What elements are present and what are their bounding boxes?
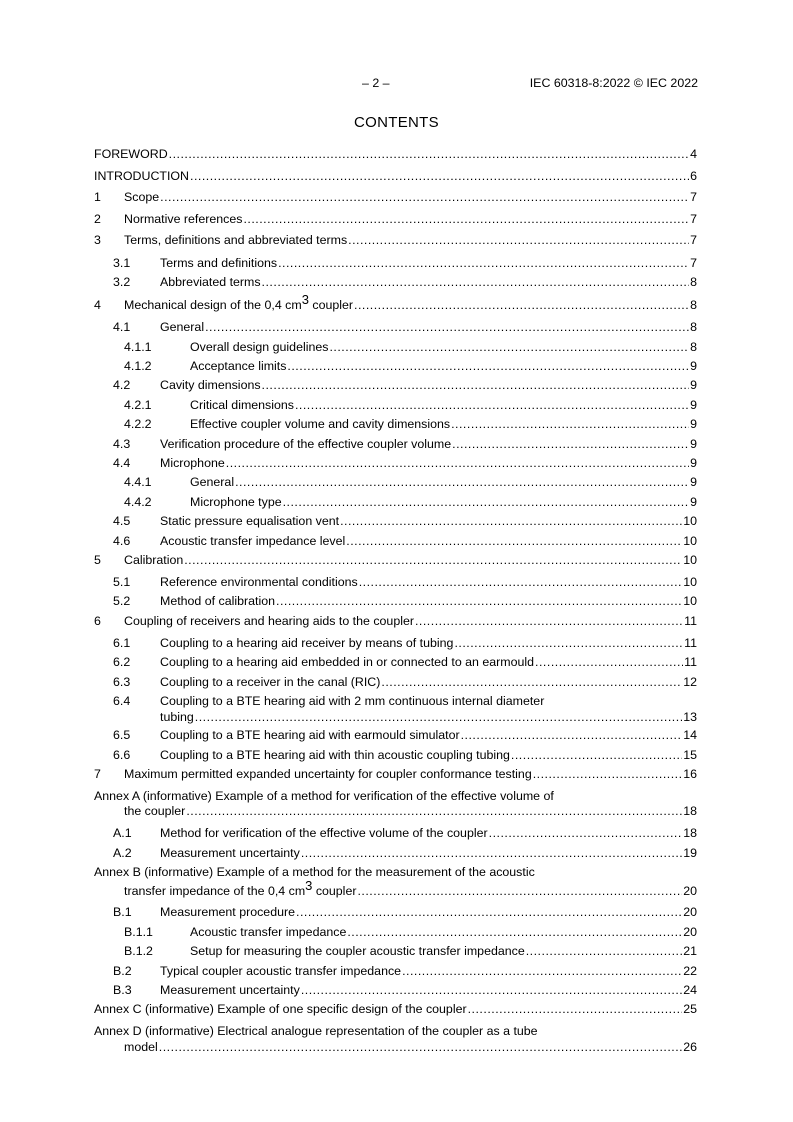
toc-entry-title-first-line: Coupling to a BTE hearing aid with 2 mm continuous internal diameter <box>160 694 545 708</box>
leader-dots <box>184 552 682 568</box>
leader-dots <box>533 766 682 782</box>
toc-entry-title: Typical coupler acoustic transfer impedance <box>160 964 402 978</box>
toc-entry-4-3[interactable] <box>0 436 793 452</box>
leader-dots <box>340 513 682 529</box>
toc-entry-number: 2 <box>94 212 101 226</box>
toc-entry-title: Verification procedure of the effective coupler volume <box>160 437 452 451</box>
toc-entry-number: 4.4 <box>113 456 131 470</box>
toc-entry-title: Annex C (informative) Example of one specific design of the coupler <box>94 1002 467 1016</box>
toc-entry-title: the coupler <box>124 804 186 818</box>
toc-entry-annex-a-continued[interactable] <box>0 803 793 819</box>
toc-page-number: 18 <box>683 826 697 840</box>
toc-entry-number: 4.1 <box>113 320 131 334</box>
toc-entry-number: 4.5 <box>113 514 131 528</box>
toc-entry-number: 3 <box>94 233 101 247</box>
toc-entry-title-first-line: Annex A (informative) Example of a method for verification of the effective volume of <box>94 789 554 803</box>
page-number: – 2 – <box>362 76 390 90</box>
toc-entry-number: 3.2 <box>113 275 131 289</box>
toc-page-number: 21 <box>683 944 697 958</box>
toc-entry-number: 5.2 <box>113 594 131 608</box>
toc-entry-title: Maximum permitted expanded uncertainty for coupler conformance testing <box>124 767 532 781</box>
toc-entry-annex-b[interactable] <box>0 864 793 880</box>
toc-entry-title: Coupling to a receiver in the canal (RIC) <box>160 675 381 689</box>
toc-entry-6-5[interactable] <box>0 727 793 743</box>
toc-entry-title: Microphone <box>160 456 225 470</box>
toc-page-number: 7 <box>690 256 697 270</box>
toc-entry-4-4[interactable] <box>0 455 793 471</box>
leader-dots <box>296 904 682 920</box>
toc-entry-3-1[interactable] <box>0 255 793 271</box>
toc-entry-number: A.2 <box>113 846 132 860</box>
toc-page-number: 4 <box>690 147 697 161</box>
toc-page-number: 20 <box>683 905 697 919</box>
toc-entry-title-first-line: Annex B (informative) Example of a method for the measurement of the acoustic <box>94 865 535 879</box>
toc-page-number: 14 <box>683 728 697 742</box>
toc-entry-annex-c[interactable] <box>0 1001 793 1017</box>
toc-entry-4-2-2[interactable] <box>0 416 793 432</box>
toc-entry-title: INTRODUCTION <box>94 169 189 183</box>
toc-page-number: 16 <box>683 767 697 781</box>
toc-entry-6-6[interactable] <box>0 747 793 763</box>
leader-dots <box>347 924 682 940</box>
toc-page-number: 9 <box>690 359 697 373</box>
toc-entry-title: Coupling to a BTE hearing aid with earmould simulator <box>160 728 460 742</box>
toc-entry-number: 4.6 <box>113 534 131 548</box>
toc-entry-title: Effective coupler volume and cavity dimensions <box>190 417 451 431</box>
toc-entry-4-5[interactable] <box>0 513 793 529</box>
toc-page-number: 9 <box>690 495 697 509</box>
leader-dots <box>301 845 682 861</box>
toc-entry-1[interactable] <box>0 189 793 205</box>
leader-dots <box>535 654 683 670</box>
leader-dots <box>415 613 683 629</box>
toc-entry-5[interactable] <box>0 552 793 568</box>
leader-dots <box>283 494 689 510</box>
toc-entry-annex-d-continued[interactable] <box>0 1039 793 1055</box>
toc-page-number: 8 <box>690 275 697 289</box>
toc-entry-b-1-2[interactable] <box>0 943 793 959</box>
toc-entry-title: model <box>124 1040 158 1054</box>
toc-entry-title: Terms and definitions <box>160 256 278 270</box>
toc-entry-7[interactable] <box>0 766 793 782</box>
toc-entry-4-4-1[interactable] <box>0 474 793 490</box>
leader-dots <box>468 1001 683 1017</box>
toc-entry-title: Mechanical design of the 0,4 $cm^3$ coupler <box>124 292 354 312</box>
toc-entry-number: B.1.2 <box>124 944 153 958</box>
toc-entry-title: Setup for measuring the coupler acoustic transfer impedance <box>190 944 525 958</box>
toc-entry-title: Acoustic transfer impedance level <box>160 534 346 548</box>
leader-dots <box>169 146 689 162</box>
toc-entry-title: Scope <box>124 190 160 204</box>
toc-entry-b-2[interactable] <box>0 963 793 979</box>
toc-entry-title: transfer impedance of the 0,4 $cm^3$ coupler <box>124 878 357 898</box>
toc-page-number: 10 <box>683 553 697 567</box>
leader-dots <box>205 319 689 335</box>
leader-dots <box>160 189 689 205</box>
toc-entry-number: 5.1 <box>113 575 131 589</box>
toc-entry-number: B.1 <box>113 905 132 919</box>
leader-dots <box>301 982 682 998</box>
toc-entry-5-2[interactable] <box>0 593 793 609</box>
toc-entry-number: 4 <box>94 298 101 312</box>
toc-entry-number: B.2 <box>113 964 132 978</box>
toc-entry-6-4-continued[interactable] <box>0 709 793 725</box>
toc-entry-number: A.1 <box>113 826 132 840</box>
leader-dots <box>526 943 682 959</box>
leader-dots <box>461 727 683 743</box>
toc-page-number: 9 <box>690 417 697 431</box>
toc-entry-number: 4.4.2 <box>124 495 152 509</box>
toc-entry-a-1[interactable] <box>0 825 793 841</box>
toc-entry-6-2[interactable] <box>0 654 793 670</box>
toc-entry-title: Coupling of receivers and hearing aids to the coupler <box>124 614 414 628</box>
toc-entry-introduction[interactable] <box>0 168 793 184</box>
toc-entry-title: Measurement procedure <box>160 905 295 919</box>
toc-entry-annex-b-continued[interactable] <box>0 878 793 899</box>
toc-entry-title: General <box>190 475 235 489</box>
toc-entry-number: 4.2.1 <box>124 398 152 412</box>
toc-page-number: 12 <box>683 675 697 689</box>
toc-entry-number: 1 <box>94 190 101 204</box>
toc-page-number: 24 <box>683 983 697 997</box>
toc-page-number: 8 <box>690 320 697 334</box>
leader-dots <box>452 436 689 452</box>
toc-entry-title: Overall design guidelines <box>190 340 329 354</box>
toc-entry-title: tubing <box>160 710 194 724</box>
toc-entry-number: 6.4 <box>113 694 131 708</box>
leader-dots <box>359 574 683 590</box>
toc-entry-4-6[interactable] <box>0 533 793 549</box>
leader-dots <box>489 825 683 841</box>
leader-dots <box>402 963 682 979</box>
toc-entry-title: Coupling to a hearing aid receiver by means of tubing <box>160 636 454 650</box>
toc-entry-number: B.1.1 <box>124 925 153 939</box>
toc-page-number: 22 <box>683 964 697 978</box>
leader-dots <box>262 377 690 393</box>
toc-entry-number: 6.1 <box>113 636 131 650</box>
leader-dots <box>190 168 689 184</box>
toc-entry-6-4[interactable] <box>0 693 793 709</box>
leader-dots <box>226 455 689 471</box>
leader-dots <box>348 232 689 248</box>
toc-entry-4-1-2[interactable] <box>0 358 793 374</box>
toc-entry-number: 6.6 <box>113 748 131 762</box>
leader-dots <box>451 416 689 432</box>
toc-entry-title: Cavity dimensions <box>160 378 261 392</box>
leader-dots <box>346 533 682 549</box>
toc-entry-b-3[interactable] <box>0 982 793 998</box>
leader-dots <box>354 297 689 313</box>
page-title: CONTENTS <box>354 114 439 131</box>
toc-entry-2[interactable] <box>0 211 793 227</box>
toc-entry-4-2[interactable] <box>0 377 793 393</box>
leader-dots <box>262 274 690 290</box>
toc-entry-title: Measurement uncertainty <box>160 846 300 860</box>
toc-page-number: 20 <box>683 925 697 939</box>
toc-page-number: 9 <box>690 378 697 392</box>
toc-entry-title: Method for verification of the effective volume of the coupler <box>160 826 488 840</box>
toc-entry-number: 6 <box>94 614 101 628</box>
toc-entry-4-1[interactable] <box>0 319 793 335</box>
toc-entry-title: Acoustic transfer impedance <box>190 925 347 939</box>
toc-entry-number: 6.3 <box>113 675 131 689</box>
toc-entry-6-3[interactable] <box>0 674 793 690</box>
toc-entry-number: 4.4.1 <box>124 475 152 489</box>
toc-entry-4-2-1[interactable] <box>0 397 793 413</box>
toc-entry-4-1-1[interactable] <box>0 339 793 355</box>
toc-entry-title: Method of calibration <box>160 594 276 608</box>
toc-entry-number: 4.1.1 <box>124 340 152 354</box>
toc-page-number: 19 <box>683 846 697 860</box>
toc-page-number: 13 <box>683 710 697 724</box>
toc-entry-6-1[interactable] <box>0 635 793 651</box>
toc-page-number: 11 <box>684 614 697 628</box>
toc-page-number: 10 <box>683 575 697 589</box>
toc-entry-title: Acceptance limits <box>190 359 287 373</box>
leader-dots <box>357 883 682 899</box>
toc-entry-3[interactable] <box>0 232 793 248</box>
toc-page-number: 8 <box>690 340 697 354</box>
leader-dots <box>243 211 689 227</box>
toc-entry-4[interactable] <box>0 292 793 313</box>
toc-entry-number: 5 <box>94 553 101 567</box>
toc-entry-number: 4.2 <box>113 378 131 392</box>
leader-dots <box>295 397 689 413</box>
leader-dots <box>186 803 682 819</box>
toc-entry-6[interactable] <box>0 613 793 629</box>
toc-entry-annex-a[interactable] <box>0 788 793 804</box>
toc-entry-title: Microphone type <box>190 495 282 509</box>
leader-dots <box>454 635 683 651</box>
leader-dots <box>278 255 689 271</box>
leader-dots <box>159 1039 682 1055</box>
toc-page-number: 9 <box>690 437 697 451</box>
toc-entry-number: 3.1 <box>113 256 131 270</box>
toc-page-number: 26 <box>683 1040 697 1054</box>
toc-page-number: 10 <box>683 514 697 528</box>
toc-entry-number: B.3 <box>113 983 132 997</box>
toc-page-number: 8 <box>690 298 697 312</box>
toc-entry-title-first-line: Annex D (informative) Electrical analogue representation of the coupler as a tube <box>94 1024 538 1038</box>
toc-page-number: 9 <box>690 398 697 412</box>
toc-entry-b-1-1[interactable] <box>0 924 793 940</box>
toc-entry-3-2[interactable] <box>0 274 793 290</box>
leader-dots <box>195 709 682 725</box>
toc-entry-number: 4.1.2 <box>124 359 152 373</box>
toc-entry-title: Normative references <box>124 212 243 226</box>
toc-entry-number: 6.2 <box>113 655 131 669</box>
toc-page-number: 7 <box>690 212 697 226</box>
toc-page-number: 25 <box>683 1002 697 1016</box>
toc-entry-title: Static pressure equalisation vent <box>160 514 340 528</box>
leader-dots <box>329 339 689 355</box>
toc-entry-foreword[interactable] <box>0 146 793 162</box>
toc-entry-b-1[interactable] <box>0 904 793 920</box>
toc-entry-number: 4.2.2 <box>124 417 152 431</box>
toc-entry-title: Critical dimensions <box>190 398 294 412</box>
toc-page-number: 9 <box>690 475 697 489</box>
toc-entry-title: FOREWORD <box>94 147 168 161</box>
toc-page-number: 7 <box>690 233 697 247</box>
toc-entry-annex-d[interactable] <box>0 1023 793 1039</box>
toc-page-number: 10 <box>683 594 697 608</box>
toc-entry-title: Abbreviated terms <box>160 275 261 289</box>
leader-dots <box>381 674 682 690</box>
toc-entry-5-1[interactable] <box>0 574 793 590</box>
toc-entry-title: Reference environmental conditions <box>160 575 358 589</box>
toc-entry-title: Coupling to a BTE hearing aid with thin acoustic coupling tubing <box>160 748 510 762</box>
toc-page-number: 6 <box>690 169 697 183</box>
toc-page-number: 9 <box>690 456 697 470</box>
toc-entry-number: 7 <box>94 767 101 781</box>
leader-dots <box>276 593 682 609</box>
toc-entry-title: General <box>160 320 205 334</box>
toc-entry-title: Coupling to a hearing aid embedded in or connected to an earmould <box>160 655 535 669</box>
leader-dots <box>235 474 689 490</box>
toc-page-number: 11 <box>684 636 697 650</box>
toc-page-number: 15 <box>683 748 697 762</box>
standard-reference: IEC 60318-8:2022 © IEC 2022 <box>529 76 698 90</box>
toc-entry-title: Terms, definitions and abbreviated terms <box>124 233 348 247</box>
toc-entry-number: 6.5 <box>113 728 131 742</box>
toc-page-number: 18 <box>683 804 697 818</box>
toc-page-number: 11 <box>684 655 697 669</box>
toc-entry-title: Calibration <box>124 553 184 567</box>
toc-page-number: 10 <box>683 534 697 548</box>
toc-page-number: 20 <box>683 884 697 898</box>
toc-entry-title: Measurement uncertainty <box>160 983 300 997</box>
leader-dots <box>511 747 682 763</box>
leader-dots <box>287 358 689 374</box>
toc-entry-number: 4.3 <box>113 437 131 451</box>
toc-entry-4-4-2[interactable] <box>0 494 793 510</box>
toc-page-number: 7 <box>690 190 697 204</box>
toc-entry-a-2[interactable] <box>0 845 793 861</box>
